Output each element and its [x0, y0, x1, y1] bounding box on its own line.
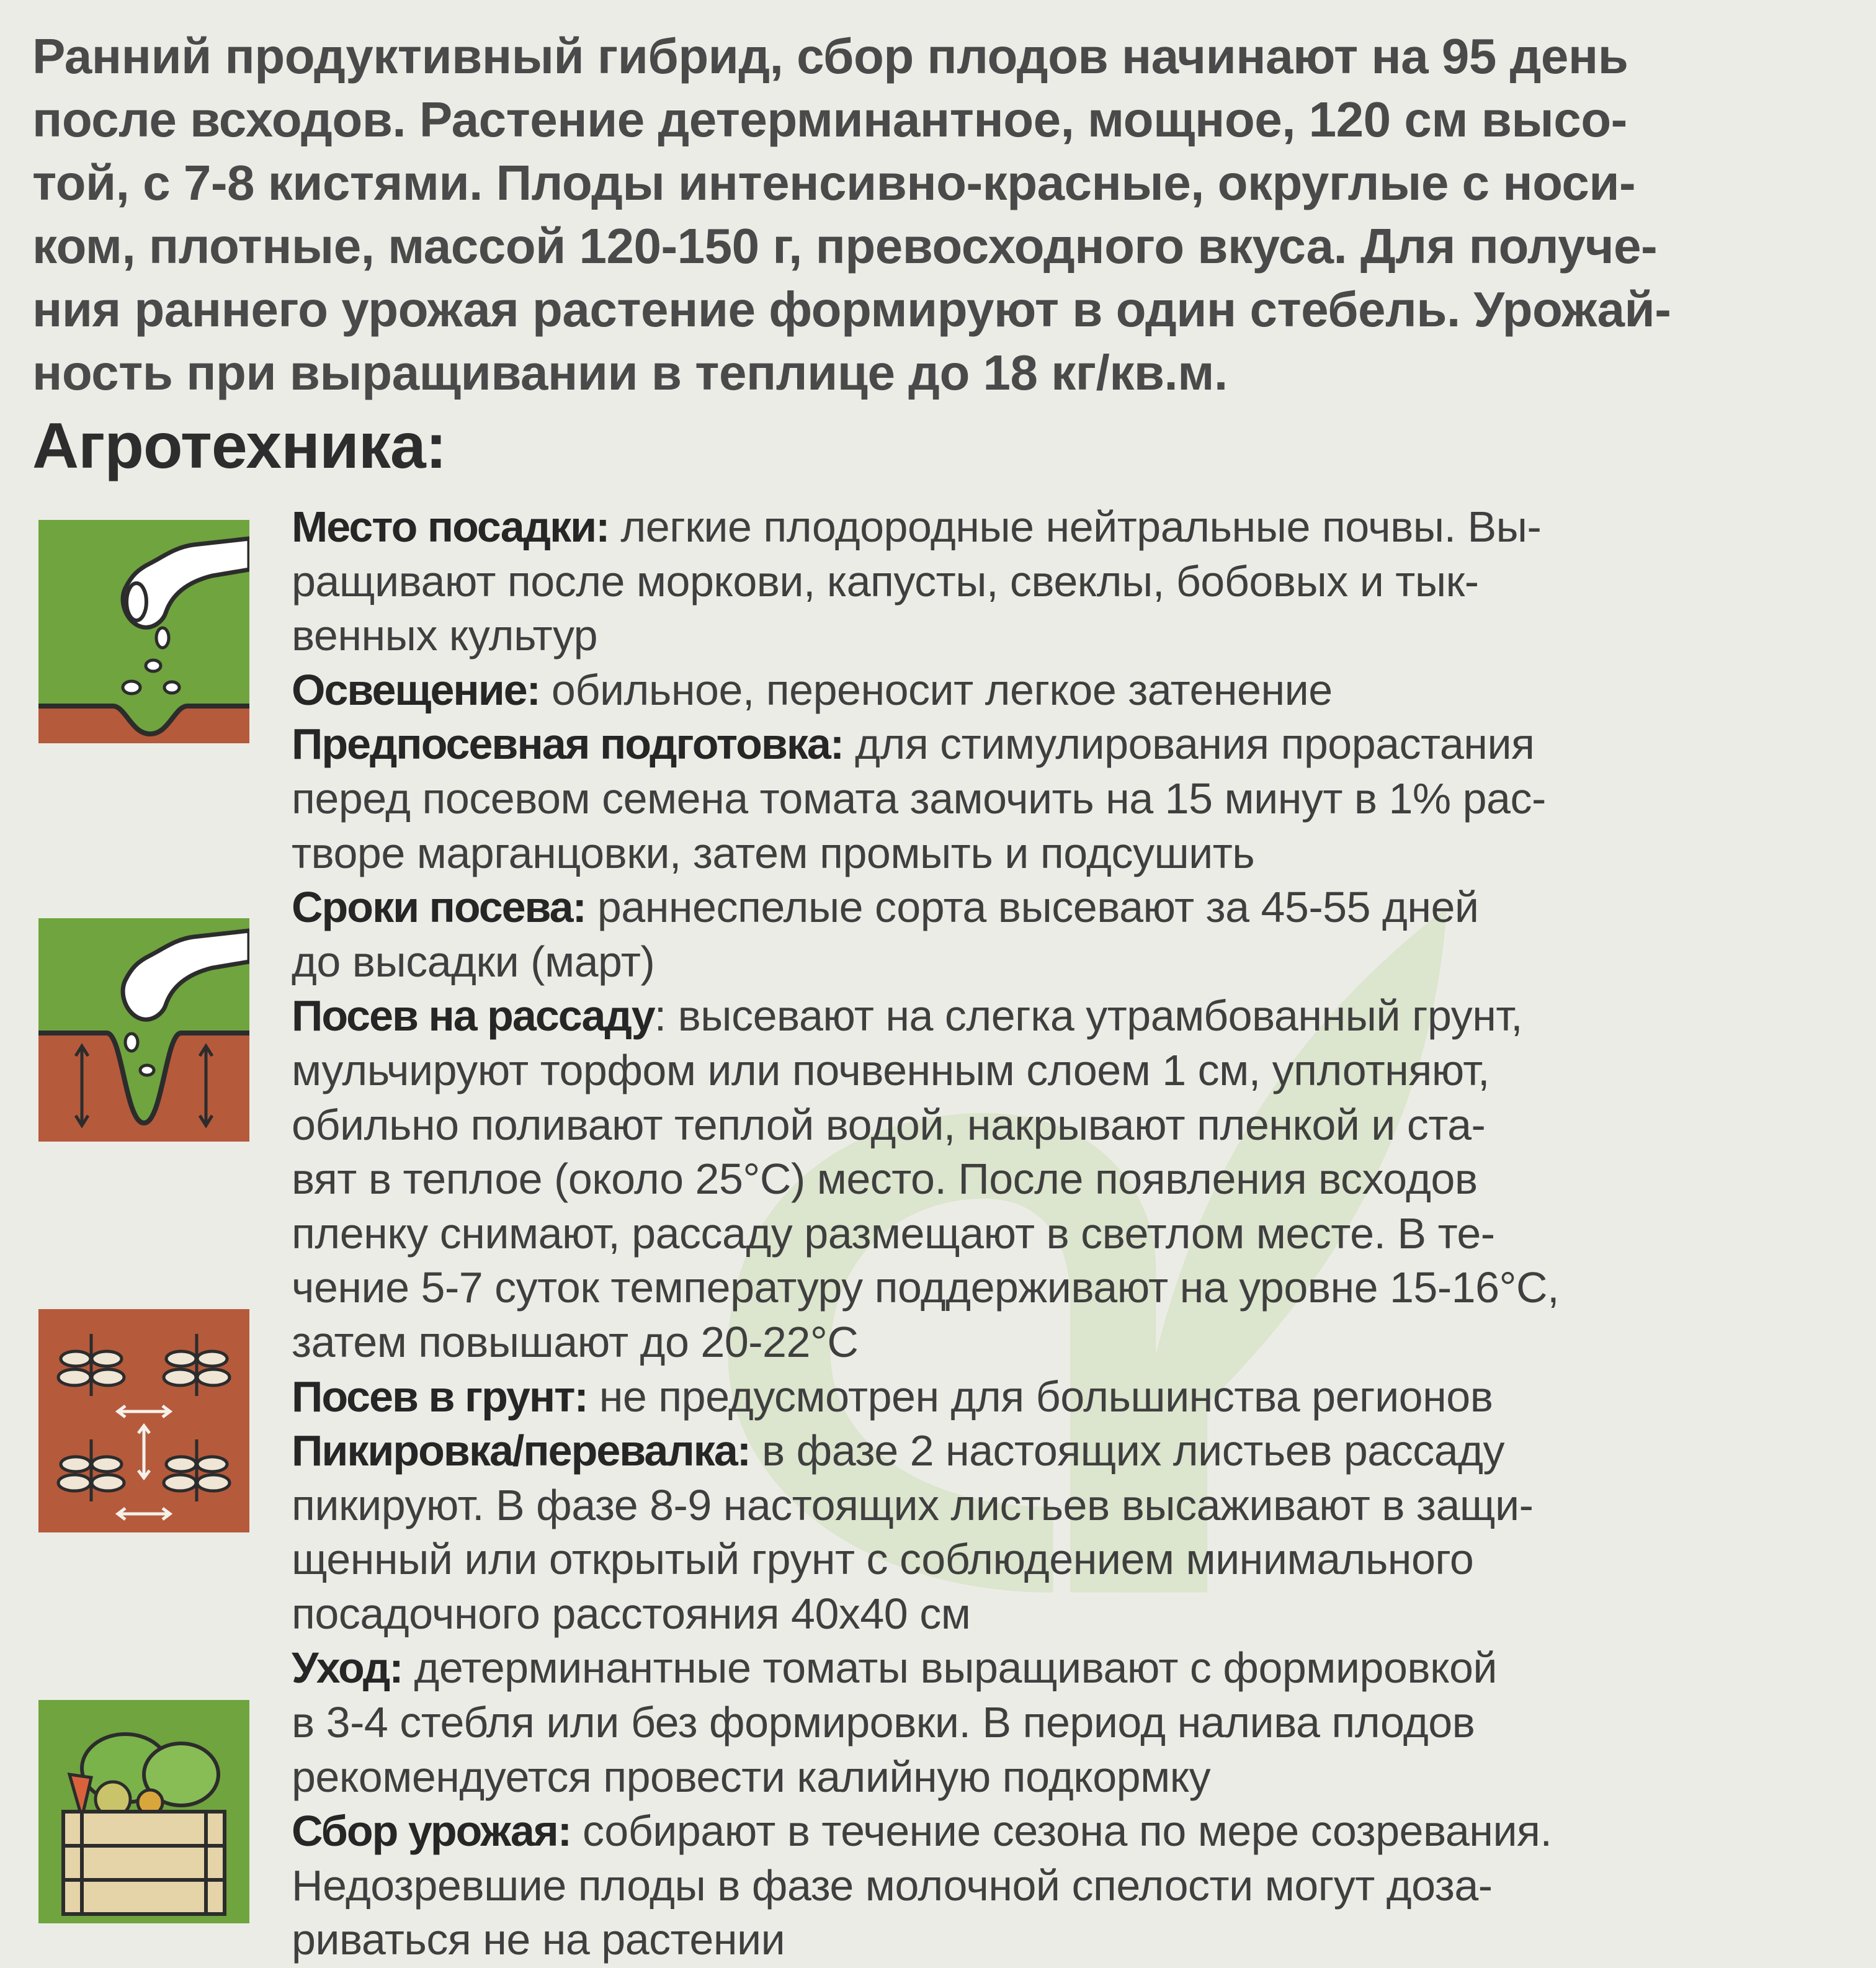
hand-sowing-seeds-icon	[38, 520, 249, 743]
instruction-line: Пикировка/перевалка: в фазе 2 настоящих листьев рассаду	[292, 1426, 1504, 1475]
presowing-label: Предпосевная подготовка:	[292, 720, 844, 769]
instruction-line: творе марганцовки, затем промыть и подсушить	[292, 828, 1255, 877]
description-line: после всходов. Растение детерминантное, мощное, 120 см высо-	[32, 92, 1627, 147]
agrotechnics-instructions	[292, 500, 1849, 1967]
instruction-line: щенный или открытый грунт с соблюдением минимального	[292, 1535, 1474, 1584]
description-line: ность при выращивании в теплице до 18 кг/кв.м.	[32, 345, 1228, 400]
instruction-line: вят в теплое (около 25°С) место. После появления всходов	[292, 1155, 1478, 1204]
instruction-line: венных культур	[292, 611, 598, 660]
instruction-line: Место посадки: легкие плодородные нейтральные почвы. Вы-	[292, 503, 1542, 551]
instruction-line: чение 5-7 суток температуру поддерживают на уровне 15-16°С,	[292, 1263, 1560, 1312]
instruction-line: посадочного расстояния 40х40 см	[292, 1589, 971, 1638]
description-line: ния раннего урожая растение формируют в один стебель. Урожай-	[32, 282, 1671, 337]
instruction-line: затем повышают до 20-22°С	[292, 1317, 859, 1366]
instruction-line: Посев в грунт: не предусмотрен для большинства регионов	[292, 1372, 1493, 1421]
plant-spacing-icon	[38, 1309, 249, 1532]
agrotechnics-heading: Агротехника:	[32, 410, 447, 482]
seedling-sowing-label: Посев на рассаду	[292, 991, 654, 1040]
harvest-label: Сбор урожая:	[292, 1807, 571, 1856]
care-label: Уход:	[292, 1644, 403, 1693]
pricking-out-label: Пикировка/перевалка:	[292, 1426, 751, 1475]
instruction-line: ращивают после моркови, капусты, свеклы, бобовых и тык-	[292, 557, 1479, 606]
description-line: ком, плотные, массой 120-150 г, превосходного вкуса. Для получе-	[32, 218, 1658, 274]
instruction-line: Посев на рассаду: высевают на слегка утрамбованный грунт,	[292, 991, 1523, 1040]
instruction-line: Недозревшие плоды в фазе молочной спелости могут доза-	[292, 1861, 1493, 1910]
instruction-line: в 3-4 стебля или без формировки. В период налива плодов	[292, 1698, 1475, 1747]
instruction-line: Сроки посева: раннеспелые сорта высевают за 45-55 дней	[292, 883, 1479, 932]
instruction-line: пленку снимают, рассаду размещают в светлом месте. В те-	[292, 1209, 1495, 1258]
planting-site-label: Место посадки:	[292, 503, 609, 551]
vegetable-crate-icon	[38, 1700, 249, 1923]
seed-in-furrow-icon	[38, 918, 249, 1142]
description-line: Ранний продуктивный гибрид, сбор плодов начинают на 95 день	[32, 29, 1628, 84]
ground-sowing-label: Посев в грунт:	[292, 1372, 587, 1421]
instruction-line: Сбор урожая: собирают в течение сезона по мере созревания.	[292, 1807, 1552, 1856]
instruction-line: Освещение: обильное, переносит легкое затенение	[292, 665, 1333, 714]
instruction-line: обильно поливают теплой водой, накрывают пленкой и ста-	[292, 1100, 1486, 1149]
lighting-label: Освещение:	[292, 665, 540, 714]
instruction-line: Предпосевная подготовка: для стимулирования прорастания	[292, 720, 1535, 769]
description-line: той, с 7-8 кистями. Плоды интенсивно-красные, округлые с носи-	[32, 155, 1636, 210]
instruction-line: перед посевом семена томата замочить на 15 минут в 1% рас-	[292, 774, 1546, 823]
instruction-line: рекомендуется провести калийную подкормку	[292, 1752, 1211, 1801]
instruction-line: мульчируют торфом или почвенным слоем 1 см, уплотняют,	[292, 1045, 1490, 1094]
sowing-time-label: Сроки посева:	[292, 883, 586, 932]
instruction-line: пикируют. В фазе 8-9 настоящих листьев высаживают в защи-	[292, 1480, 1534, 1529]
instruction-line: риваться не на растении	[292, 1915, 785, 1964]
product-description	[32, 25, 1850, 405]
instruction-line: Уход: детерминантные томаты выращивают с формировкой	[292, 1644, 1498, 1693]
instruction-line: до высадки (март)	[292, 937, 655, 986]
